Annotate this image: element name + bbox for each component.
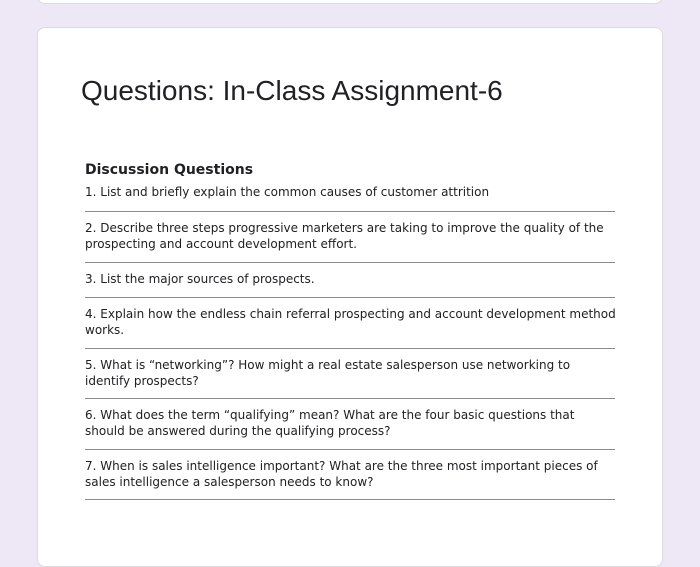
question-divider (85, 262, 615, 263)
question-divider (85, 348, 615, 349)
question-divider (85, 211, 615, 212)
question-divider (85, 297, 615, 298)
question-card (37, 27, 663, 567)
question-6: 6. What does the term “qualifying” mean? What are the four basic questions that should be answered during the qualifying process? (85, 408, 575, 438)
question-1: 1. List and briefly explain the common causes of customer attrition (85, 185, 490, 199)
question-3: 3. List the major sources of prospects. (85, 272, 315, 286)
previous-form-card (37, 0, 663, 4)
question-4: 4. Explain how the endless chain referral prospecting and account development method works. (85, 307, 616, 337)
question-7: 7. When is sales intelligence important? What are the three most important pieces of sales intelligence a salesperson needs to know? (85, 459, 598, 489)
question-divider (85, 499, 615, 500)
question-2: 2. Describe three steps progressive marketers are taking to improve the quality of the prospecting and account development effort. (85, 221, 604, 251)
form-title: Questions: In-Class Assignment-6 (81, 75, 503, 106)
section-heading: Discussion Questions (85, 162, 254, 178)
question-divider (85, 398, 615, 399)
question-divider (85, 449, 615, 450)
question-5: 5. What is “networking”? How might a real estate salesperson use networking to identify prospects? (85, 358, 571, 388)
